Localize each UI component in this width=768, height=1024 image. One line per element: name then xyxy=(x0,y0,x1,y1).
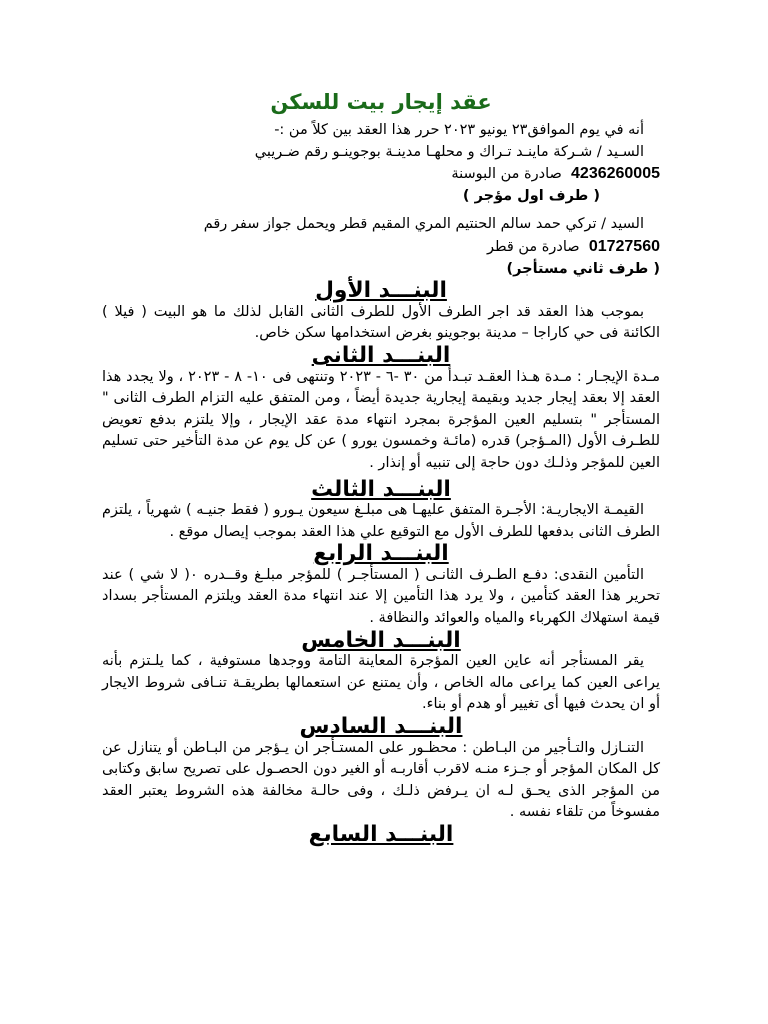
clause-1-heading: البنـــد الأول xyxy=(315,278,447,304)
clause-4-heading: البنـــد الرابع xyxy=(313,541,449,567)
first-party-description: السـيد / شـركة ماينـد تـراك و محلهـا مدينـة بوجوينـو رقم ضـريبي xyxy=(254,143,644,160)
second-party-label: ( طرف ثاني مستأجر) xyxy=(506,260,660,277)
clause-4-text: التأمين النقدى: دفـع الطـرف الثانـى ( المستأجـر ) للمؤجر مبلـغ وقــدره ٠( لا شي ) عند تحرير هذا العقد كتأمين ، ولا يرد هذا التأمين إلا عند انتهاء مدة العقد ويلتزم المستأجر بسداد قيمة استهلاك الكهرباء والمياه والعوائد والنظافة . xyxy=(102,566,660,627)
second-party-passport-number: 01727560 xyxy=(588,237,660,255)
clause-5-heading: البنـــد الخامس xyxy=(301,627,461,653)
clause-6-heading: البنـــد السادس xyxy=(299,714,463,740)
clause-3-text: القيمـة الايجاريـة: الأجـرة المتفق عليهـا هى مبلـغ سيعون يـورو ( فقط جنيـه ) شهرياً ، يلتزم الطرف الثانى بدفعها للطرف الأول مع التوقيع علي هذا العقد بموجب إيصال موقع . xyxy=(102,502,660,540)
document-title: عقد إيجار بيت للسكن xyxy=(270,90,492,114)
intro-text: أنه في يوم الموافق٢٣ يونيو ٢٠٢٣ حرر هذا العقد بين كلاً من :- xyxy=(274,122,644,138)
clause-3-heading: البنـــد الثالث xyxy=(311,476,451,502)
first-party-issued: صادرة من البوسنة xyxy=(451,166,562,183)
first-party-label: ( طرف اول مؤجر ) xyxy=(462,187,600,204)
second-party-description: السيد / تركي حمد سالم الحنتيم المري المقيم قطر ويحمل جواز سفر رقم xyxy=(203,216,644,233)
second-party-text xyxy=(102,214,660,258)
clause-2-text: مـدة الإيجـار : مـدة هـذا العقـد تبـدأ من ٣٠ -٦ - ٢٠٢٣ وتنتهى فى ١٠- ٨ - ٢٠٢٣ ، ولا يجدد هذا العقد إلا بعقد إيجار جديد وبقيمة إيجارية جديدة أيضاً ، ومن المتفق عليه التزام الطرف الثانى " المستأجر " بتسليم العين المؤجرة بمجرد انتهاء مدة عقد الإيجار ، وإلا يلتزم بدفع تعويض للطـرف الأول (المـؤجر) قدره (مائـة وخمسون يورو ) عن كل يوم عن مدة التأخير حتى تسليم العين للمؤجر وذلـك دون حاجة إلى تنبيه أو إنذار . xyxy=(102,368,661,471)
clause-1-text: بموجب هذا العقد قد اجر الطرف الأول للطرف الثانى القابل لذلك ما هو البيت ( فيلا ) الكائنة فى حي كاراجا – مدينة بوجوينو بغرض استخدامها سكن خاص. xyxy=(102,303,660,342)
first-party-tax-number: 4236260005 xyxy=(571,165,660,183)
clause-2-heading: البنـــد الثانى xyxy=(311,342,451,368)
clause-5-text: يقر المستأجر أنه عاين العين المؤجرة المعاينة التامة ووجدها مستوفية ، كما يلـتزم بأنه يراعى العين كما يراعى ماله الخاص ، وأن يمتنع عن استعمالها بطريقـة تنـافى شروط الايجار أو ان يحدث فيها أى تغيير أو هدم أو بناء. xyxy=(102,653,660,713)
contract-document xyxy=(102,86,660,846)
clause-7-heading: البنـــد السابع xyxy=(308,822,454,847)
second-party-issued: صادرة من قطر xyxy=(486,238,580,255)
first-party-text xyxy=(102,142,660,186)
clause-6-text: التنـازل والتـأجير من البـاطن : محظـور على المستـأجر ان يـؤجر من البـاطن أو يتنازل عن كل المكان المؤجر أو جـزء منـه لاقرب أقاربـه أو الغير دون الحصـول على تصريح سابق وكتابى من المؤجر الذى يحـق لـه ان يـرفض ذلـك ، وفى حالـة مخالفة هذه الشروط يعتبر العقد مفسوخاً من تلقاء نفسه . xyxy=(102,739,660,821)
